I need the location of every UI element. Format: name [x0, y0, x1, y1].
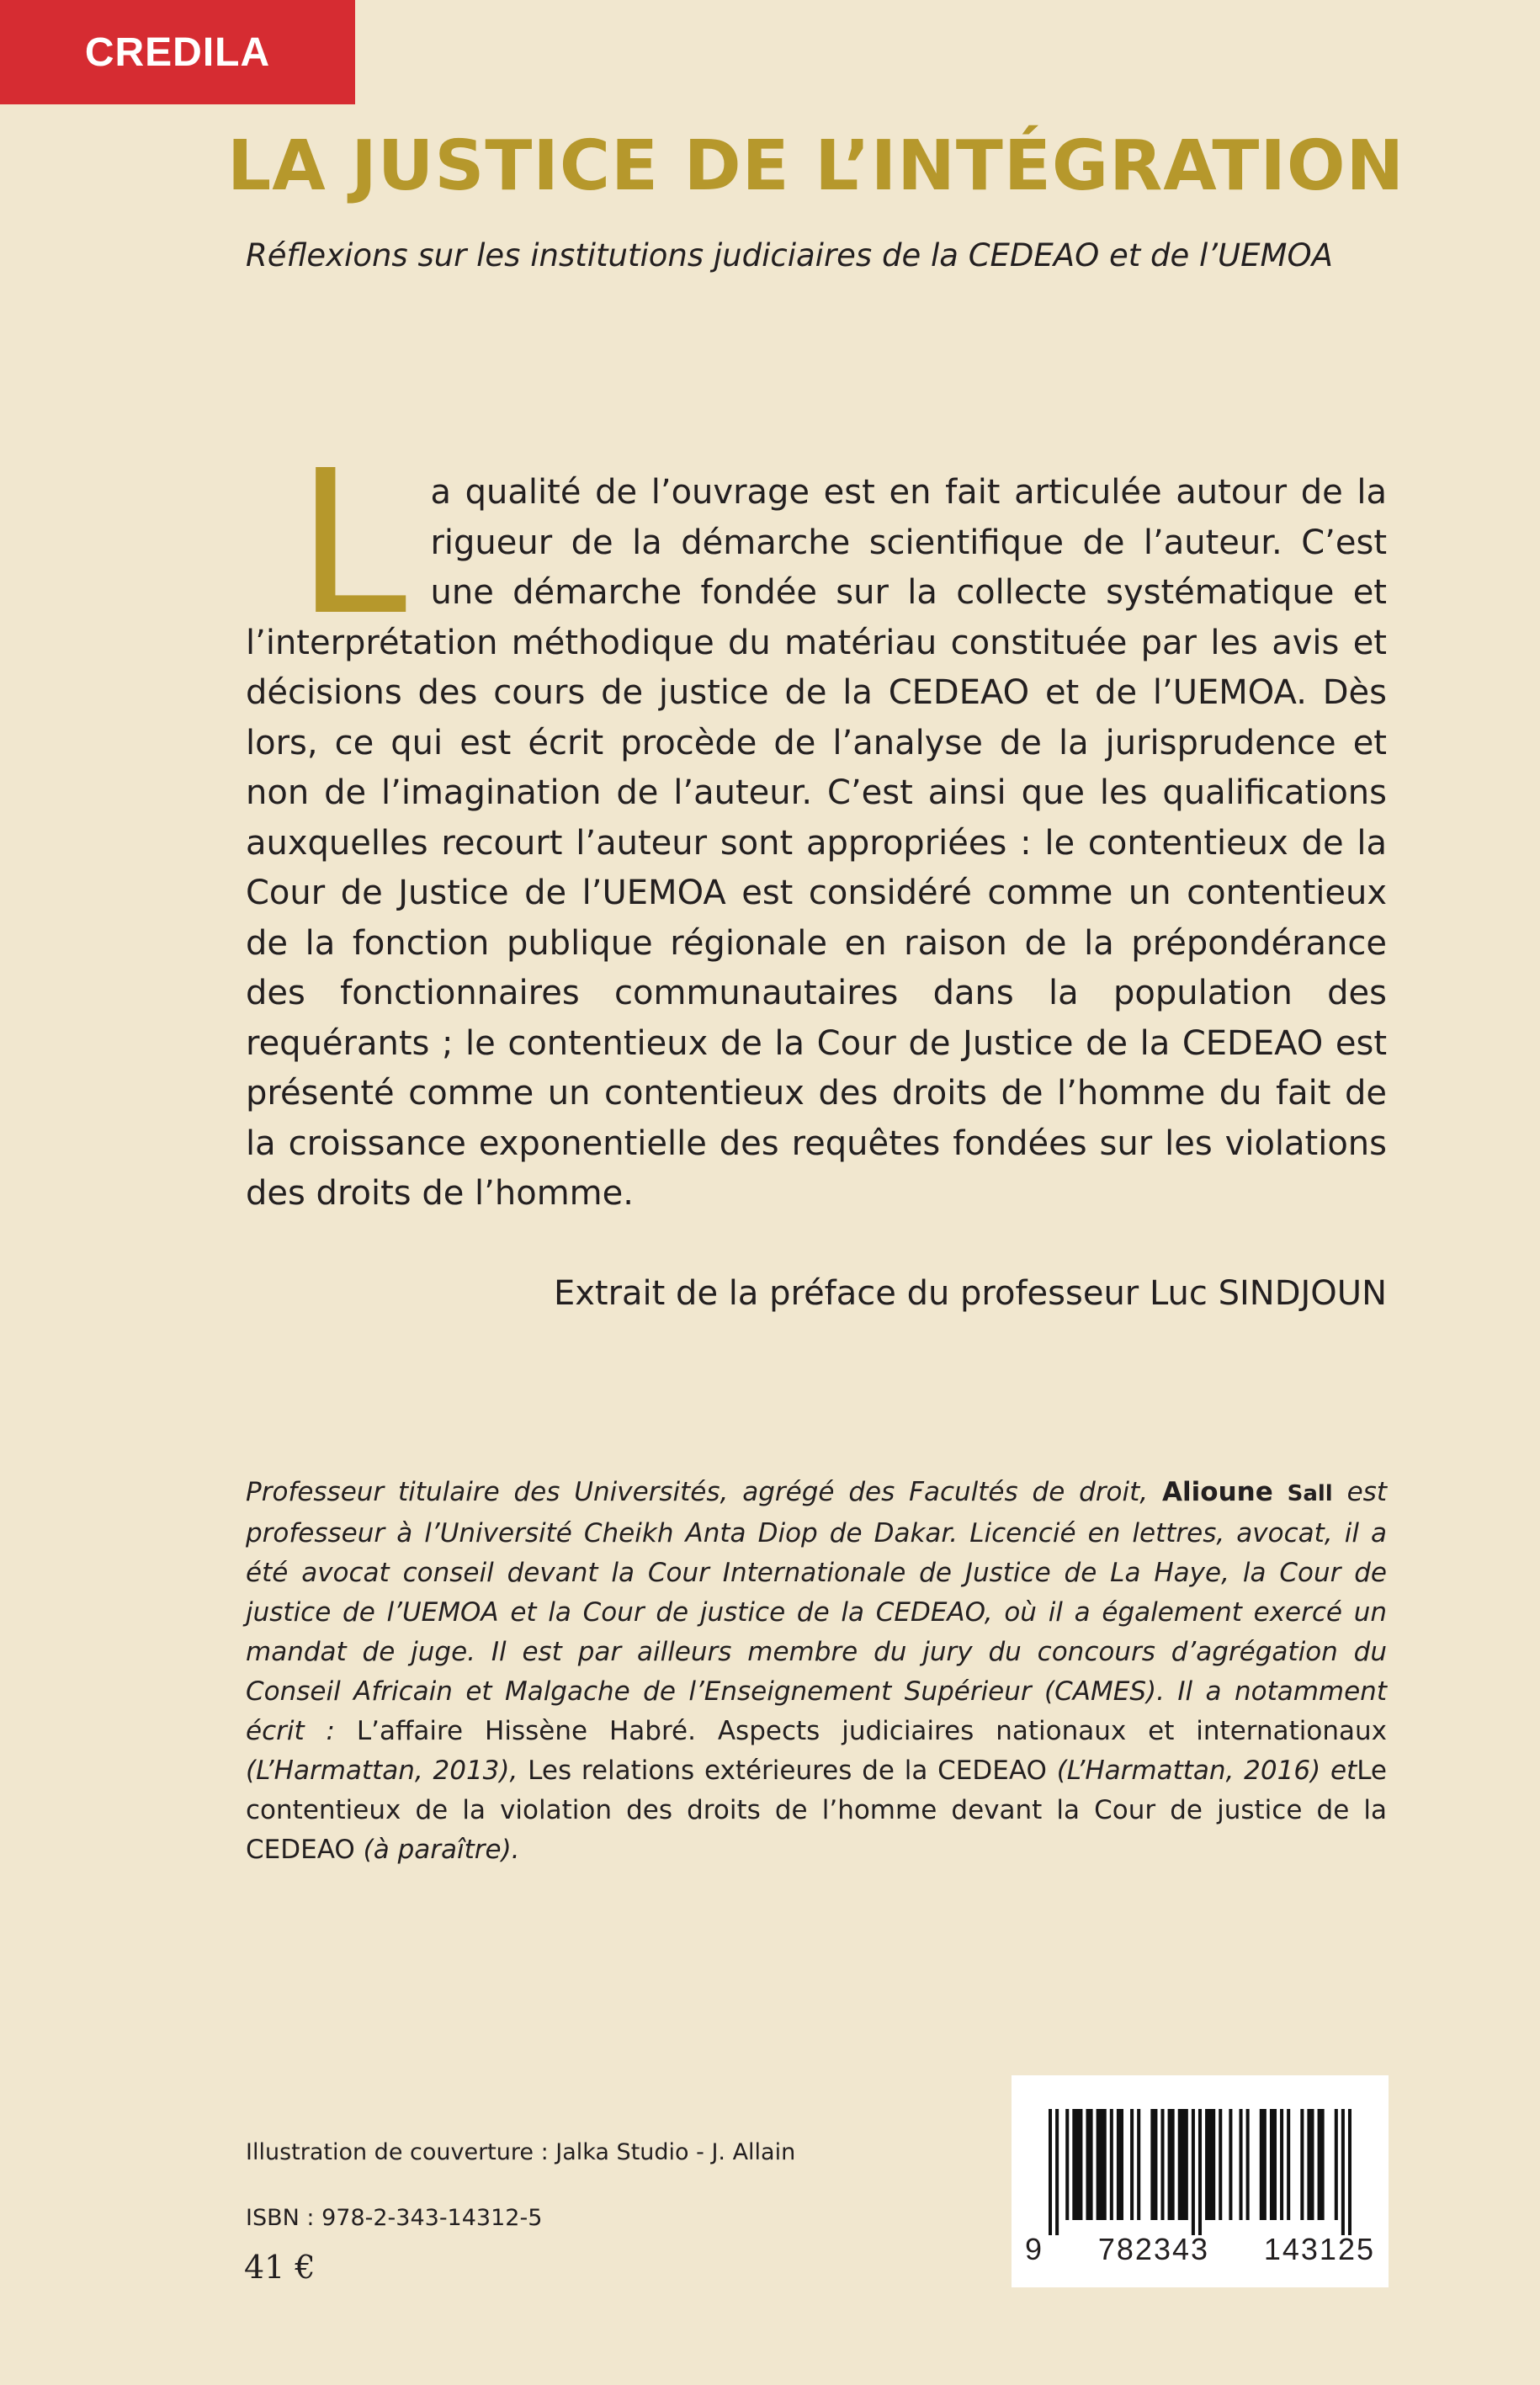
blurb-text: [246, 428, 1387, 1219]
barcode-bar: [1348, 2109, 1351, 2235]
barcode-bar: [1150, 2109, 1157, 2220]
barcode-bar: [1240, 2109, 1243, 2220]
cover-credit: Illustration de couverture : Jalka Studio - J. Allain: [246, 2139, 796, 2165]
barcode-bar: [1117, 2109, 1123, 2220]
barcode-bar: [1110, 2109, 1113, 2220]
bio-book-1: L’affaire Hissène Habré. Aspects judiciaires nationaux et internationaux: [356, 1716, 1387, 1746]
barcode-bar: [1205, 2109, 1215, 2220]
price: 41 €: [244, 2249, 316, 2286]
barcode-bar: [1178, 2109, 1188, 2220]
barcode-bar: [1335, 2109, 1338, 2220]
bio-publisher-1: (L’Harmattan, 2013),: [246, 1756, 518, 1786]
bio-career: est professeur à l’Université Cheikh Anta Diop de Dakar. Licencié en lettres, avocat, il a été avocat conseil devant la Cour Internationale de Justice de La Haye, la Cour de justice de l’UEMOA et la Cour de justice de la CEDEAO, où il a également exercé un mandat de juge. Il est par ailleurs membre du jury du concours d’agrégation du Conseil Africain et Malgache de l’Enseignement Supérieur (CAMES). Il a notamment écrit :: [246, 1477, 1387, 1746]
publisher-label: CREDILA: [84, 29, 271, 75]
barcode-bar: [1065, 2109, 1069, 2220]
barcode-bar: [1219, 2109, 1222, 2220]
barcode: [1012, 2075, 1389, 2287]
barcode-bar: [1287, 2109, 1290, 2220]
author-name-last: Sall: [1287, 1481, 1333, 1506]
barcode-bar: [1137, 2109, 1140, 2220]
bio-intro: Professeur titulaire des Universités, agrégé des Facultés de droit,: [246, 1477, 1149, 1507]
barcode-digit-lead: 9: [1025, 2232, 1044, 2266]
blurb-body: a qualité de l’ouvrage est en fait articulée autour de la rigueur de la démarche scientifique de l’auteur. C’est une démarche fondée sur la collecte systématique et l’interprétation méthodique du matériau constituée par les avis et décisions des cours de justice de la CEDEAO et de l’UEMOA. Dès lors, ce qui est écrit procède de l’analyse de la jurisprudence et non de l’imagination de l’auteur. C’est ainsi que les qualifications auxquelles recourt l’auteur sont appropriées : le contentieux de la Cour de Justice de l’UEMOA est considéré comme un contentieux de la fonction publique régionale en raison de la prépondérance des fonctionnaires communautaires dans la population des requérants ; le contentieux de la Cour de Justice de la CEDEAO est présenté comme un contentieux des droits de l’homme du fait de la croissance exponentielle des requêtes fondées sur les violations des droits de l’homme.: [246, 473, 1387, 1213]
book-subtitle: Réflexions sur les institutions judiciaires de la CEDEAO et de l’UEMOA: [246, 237, 1333, 274]
author-bio: [246, 1473, 1387, 1870]
bio-publisher-2: (L’Harmattan, 2016): [1056, 1756, 1321, 1786]
barcode-bar: [1300, 2109, 1304, 2220]
barcode-bar: [1168, 2109, 1175, 2220]
barcode-bar: [1072, 2109, 1082, 2220]
publisher-badge: [0, 0, 355, 104]
barcode-bar: [1280, 2109, 1283, 2220]
barcode-bar: [1130, 2109, 1134, 2220]
preface-signature: Extrait de la préface du professeur Luc SINDJOUN: [553, 1274, 1387, 1313]
book-title: LA JUSTICE DE L’INTÉGRATION: [227, 126, 1405, 206]
barcode-bar: [1086, 2109, 1092, 2220]
barcode-bar: [1198, 2109, 1202, 2235]
drop-cap: L: [296, 428, 407, 659]
author-name-first: Alioune: [1162, 1477, 1273, 1507]
barcode-digits-right: 143125: [1263, 2232, 1375, 2266]
barcode-bar: [1192, 2109, 1195, 2235]
barcode-bar: [1097, 2109, 1107, 2220]
barcode-digits-left: 782343: [1097, 2232, 1210, 2266]
barcode-bar: [1229, 2109, 1232, 2220]
barcode-bar: [1049, 2109, 1052, 2235]
barcode-bars: [1049, 2109, 1351, 2235]
barcode-bar: [1246, 2109, 1250, 2220]
bio-book-2: Les relations extérieures de la CEDEAO: [528, 1756, 1047, 1786]
isbn: ISBN : 978-2-343-14312-5: [246, 2205, 543, 2231]
bio-publisher-3: (à paraître).: [363, 1835, 520, 1865]
barcode-bar: [1341, 2109, 1345, 2235]
barcode-bar: [1307, 2109, 1314, 2220]
bio-book-3: Le contentieux de la violation des droits de l’homme devant la Cour de justice de la CEDEAO: [246, 1756, 1388, 1865]
bio-conjunction: et: [1330, 1756, 1357, 1786]
barcode-bar: [1318, 2109, 1325, 2220]
barcode-bar: [1260, 2109, 1267, 2220]
barcode-bar: [1270, 2109, 1277, 2220]
barcode-bar: [1160, 2109, 1164, 2220]
barcode-bar: [1055, 2109, 1059, 2235]
barcode-digits: [1025, 2232, 1375, 2267]
